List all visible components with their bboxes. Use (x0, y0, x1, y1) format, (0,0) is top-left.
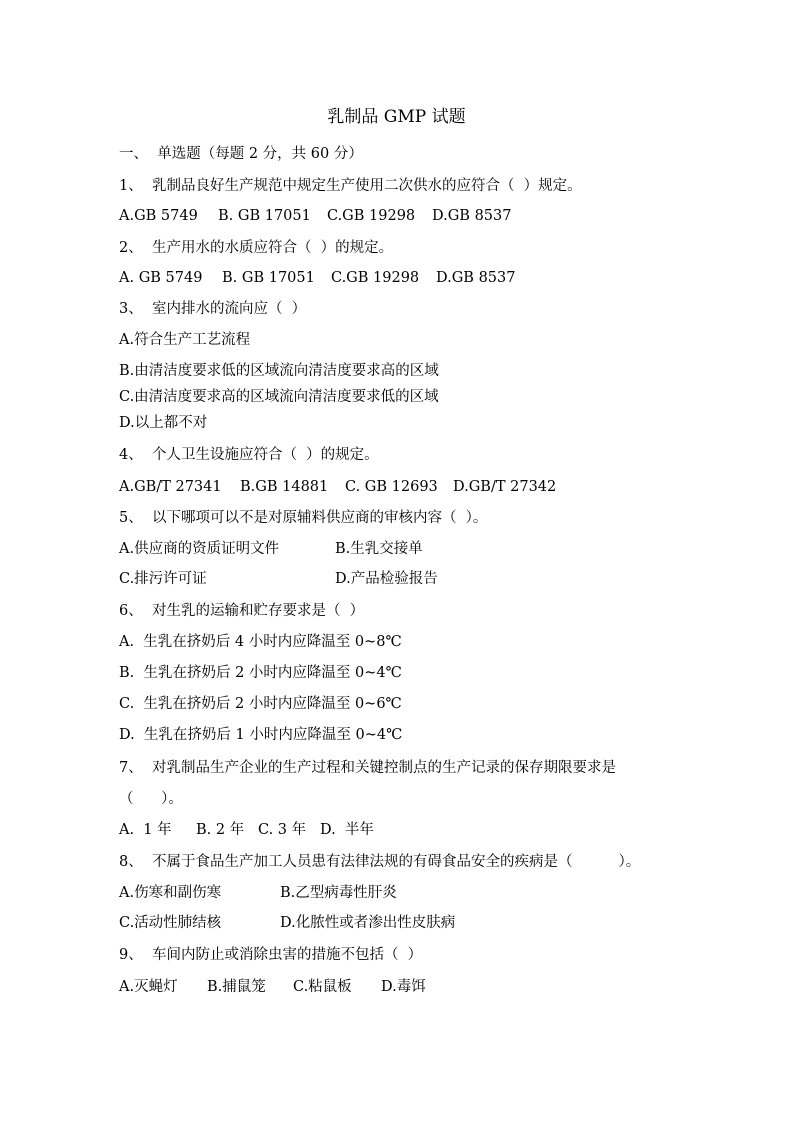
q7-option-d: D. 半年 (320, 822, 374, 838)
q9-option-b: B.捕鼠笼 (207, 979, 266, 995)
q4-option-b: B.GB 14881 (240, 479, 329, 495)
q9-option-d: D.毒饵 (381, 979, 426, 995)
page-title: 乳制品 GMP 试题 (327, 107, 466, 127)
question-6: 6、 对生乳的运输和贮存要求是（ ） (119, 603, 365, 619)
q3-option-b: B.由清洁度要求低的区域流向清洁度要求高的区域 (119, 363, 439, 379)
q5-option-d: D.产品检验报告 (335, 571, 438, 587)
q8-option-c: C.活动性肺结核 (119, 915, 222, 931)
question-3: 3、 室内排水的流向应（ ） (119, 301, 307, 317)
q7-option-c: C. 3 年 (258, 822, 307, 838)
q5-option-b: B.生乳交接单 (335, 541, 423, 557)
q5-option-a: A.供应商的资质证明文件 (119, 541, 280, 557)
q3-option-d: D.以上都不对 (119, 415, 208, 431)
q2-option-d: D.GB 8537 (436, 270, 516, 286)
question-4: 4、 个人卫生设施应符合（ ）的规定。 (119, 447, 379, 463)
q8-option-a: A.伤寒和副伤寒 (119, 885, 222, 901)
question-1: 1、 乳制品良好生产规范中规定生产使用二次供水的应符合（ ）规定。 (119, 178, 582, 194)
q5-option-c: C.排污许可证 (119, 571, 207, 587)
q9-option-a: A.灭蝇灯 (119, 979, 178, 995)
q6-option-d: D. 生乳在挤奶后 1 小时内应降温至 0~4℃ (119, 727, 403, 743)
q4-option-c: C. GB 12693 (345, 479, 438, 495)
q8-option-d: D.化脓性或者渗出性皮肤病 (280, 915, 456, 931)
q3-option-a: A.符合生产工艺流程 (119, 332, 251, 348)
q6-option-a: A. 生乳在挤奶后 4 小时内应降温至 0~8℃ (119, 634, 402, 650)
q1-option-c: C.GB 19298 (327, 208, 416, 224)
q6-option-c: C. 生乳在挤奶后 2 小时内应降温至 0~6℃ (119, 696, 402, 712)
q2-option-b: B. GB 17051 (222, 270, 315, 286)
q1-option-d: D.GB 8537 (432, 208, 512, 224)
q3-option-c: C.由清洁度要求高的区域流向清洁度要求低的区域 (119, 389, 439, 405)
q1-option-a: A.GB 5749 (119, 208, 198, 224)
q7-option-a: A. 1 年 (119, 822, 172, 838)
q1-option-b: B. GB 17051 (218, 208, 311, 224)
section-heading: 一、 单选题（每题 2 分，共 60 分） (119, 146, 363, 162)
q6-option-b: B. 生乳在挤奶后 2 小时内应降温至 0~4℃ (119, 665, 402, 681)
q9-option-c: C.粘鼠板 (293, 979, 352, 995)
q4-option-a: A.GB/T 27341 (119, 479, 222, 495)
question-5: 5、 以下哪项可以不是对原辅料供应商的审核内容（ ）。 (119, 510, 488, 526)
question-7-continuation: （ ）。 (119, 791, 183, 807)
question-2: 2、 生产用水的水质应符合（ ）的规定。 (119, 240, 394, 256)
q7-option-b: B. 2 年 (196, 822, 245, 838)
q2-option-c: C.GB 19298 (331, 270, 420, 286)
question-9: 9、 车间内防止或消除虫害的措施不包括（ ） (119, 947, 423, 963)
question-8: 8、 不属于食品生产加工人员患有法律法规的有碍食品安全的疾病是（ ）。 (119, 854, 641, 870)
q8-option-b: B.乙型病毒性肝炎 (280, 885, 397, 901)
q4-option-d: D.GB/T 27342 (453, 479, 557, 495)
question-7: 7、 对乳制品生产企业的生产过程和关键控制点的生产记录的保存期限要求是 (119, 760, 616, 776)
q2-option-a: A. GB 5749 (119, 270, 203, 286)
